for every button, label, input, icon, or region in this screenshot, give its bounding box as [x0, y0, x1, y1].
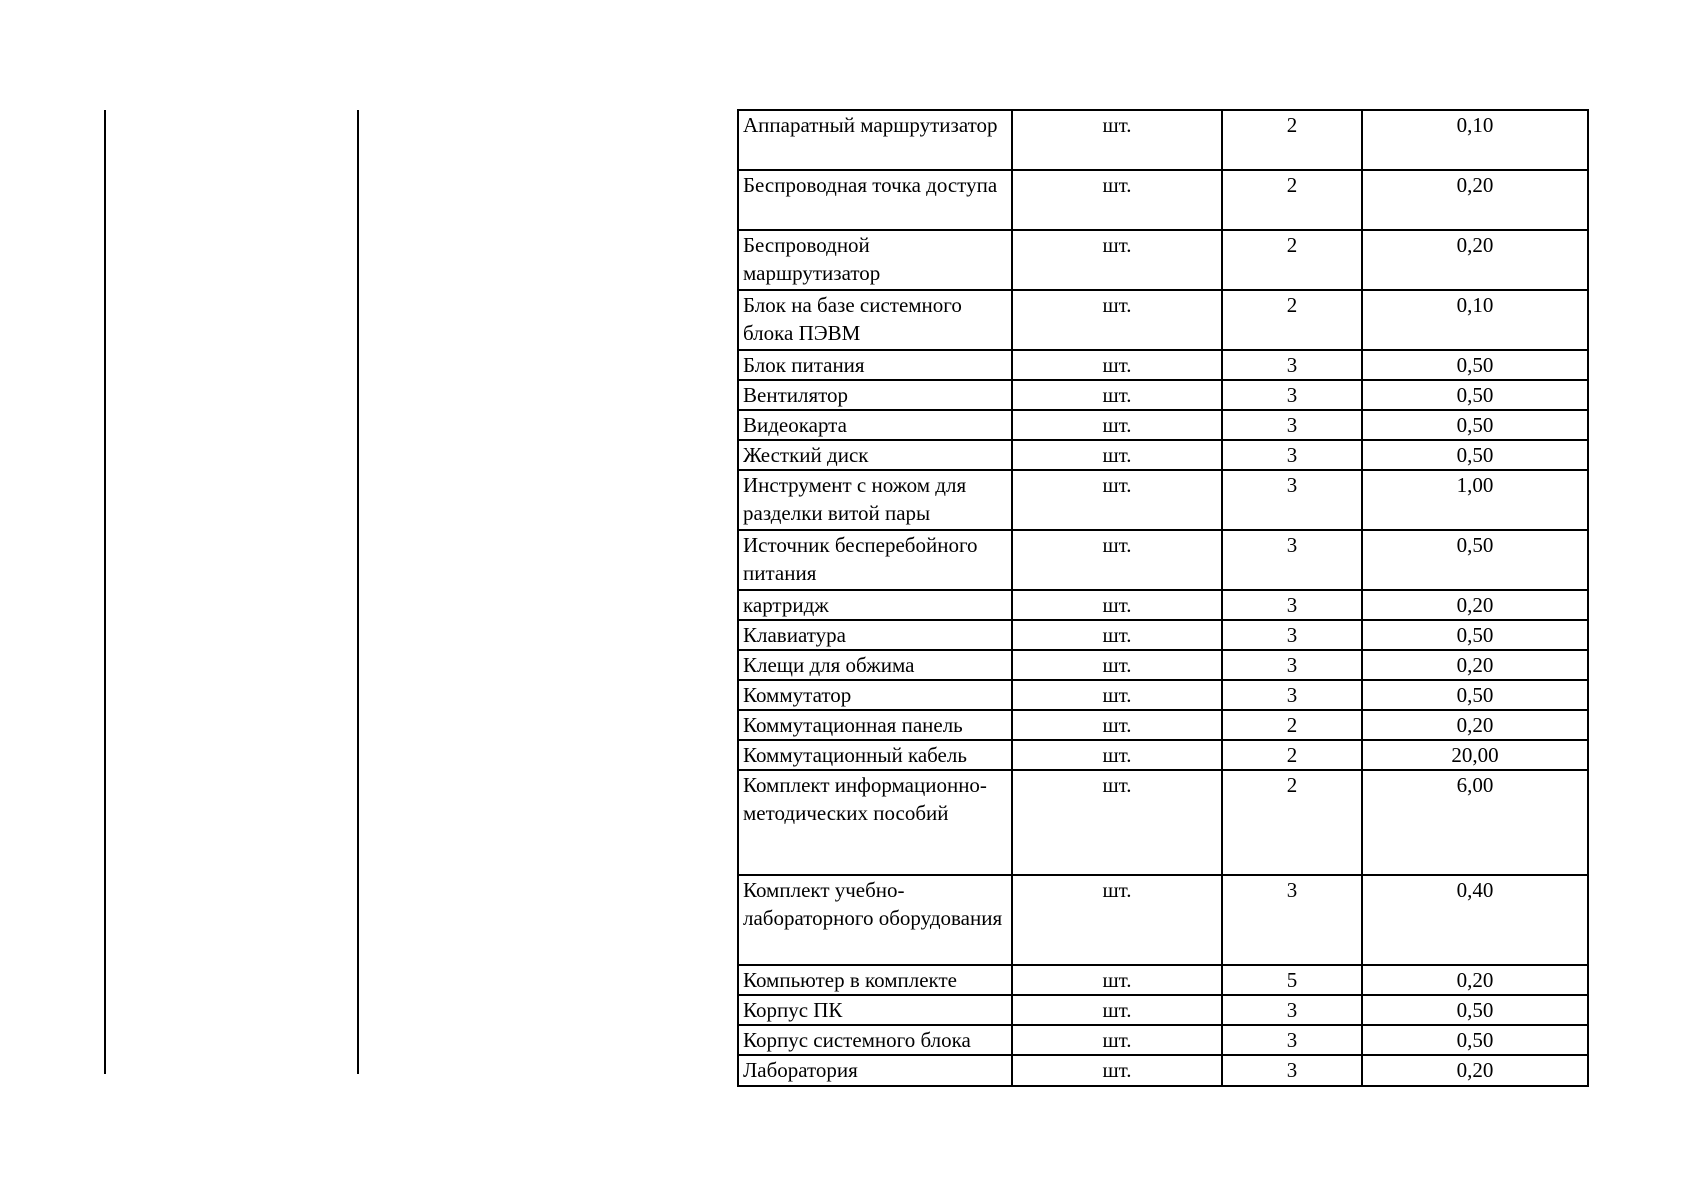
- item-name-cell: Источник бесперебойного питания: [738, 530, 1012, 590]
- norm-cell: 0,50: [1362, 350, 1588, 380]
- table-row: [738, 110, 1588, 170]
- norm-cell: 0,20: [1362, 230, 1588, 290]
- item-name-cell: Корпус системного блока: [738, 1025, 1012, 1055]
- quantity-cell: 2: [1222, 770, 1362, 875]
- unit-cell: шт.: [1012, 740, 1222, 770]
- item-name-cell: картридж: [738, 590, 1012, 620]
- item-name-cell: Комплект информационно-методических пособий: [738, 770, 1012, 875]
- table-row: [738, 770, 1588, 875]
- quantity-cell: 2: [1222, 290, 1362, 350]
- quantity-cell: 3: [1222, 1055, 1362, 1086]
- table-row: [738, 530, 1588, 590]
- norm-cell: 0,50: [1362, 680, 1588, 710]
- table-row: [738, 875, 1588, 965]
- quantity-cell: 2: [1222, 740, 1362, 770]
- norm-cell: 0,50: [1362, 1025, 1588, 1055]
- item-name-cell: Корпус ПК: [738, 995, 1012, 1025]
- item-name-cell: Вентилятор: [738, 380, 1012, 410]
- unit-cell: шт.: [1012, 995, 1222, 1025]
- unit-cell: шт.: [1012, 440, 1222, 470]
- table-row: [738, 230, 1588, 290]
- norm-cell: 0,50: [1362, 410, 1588, 440]
- middle-border-line: [357, 110, 359, 1074]
- norm-cell: 0,20: [1362, 1055, 1588, 1086]
- unit-cell: шт.: [1012, 410, 1222, 440]
- norm-cell: 0,20: [1362, 710, 1588, 740]
- table-row: [738, 710, 1588, 740]
- item-name-cell: Аппаратный маршрутизатор: [738, 110, 1012, 170]
- table-row: [738, 620, 1588, 650]
- norm-cell: 0,20: [1362, 170, 1588, 230]
- equipment-table-body: [738, 110, 1588, 1086]
- unit-cell: шт.: [1012, 770, 1222, 875]
- item-name-cell: Комплект учебно-лабораторного оборудования: [738, 875, 1012, 965]
- unit-cell: шт.: [1012, 680, 1222, 710]
- item-name-cell: Коммутационный кабель: [738, 740, 1012, 770]
- unit-cell: шт.: [1012, 875, 1222, 965]
- table-row: [738, 470, 1588, 530]
- table-row: [738, 410, 1588, 440]
- unit-cell: шт.: [1012, 290, 1222, 350]
- table-row: [738, 380, 1588, 410]
- norm-cell: 0,50: [1362, 995, 1588, 1025]
- item-name-cell: Лаборатория: [738, 1055, 1012, 1086]
- item-name-cell: Беспроводная точка доступа: [738, 170, 1012, 230]
- quantity-cell: 2: [1222, 710, 1362, 740]
- unit-cell: шт.: [1012, 110, 1222, 170]
- quantity-cell: 3: [1222, 620, 1362, 650]
- quantity-cell: 3: [1222, 350, 1362, 380]
- unit-cell: шт.: [1012, 170, 1222, 230]
- unit-cell: шт.: [1012, 590, 1222, 620]
- table-row: [738, 740, 1588, 770]
- unit-cell: шт.: [1012, 650, 1222, 680]
- quantity-cell: 2: [1222, 170, 1362, 230]
- unit-cell: шт.: [1012, 530, 1222, 590]
- table-row: [738, 290, 1588, 350]
- unit-cell: шт.: [1012, 1025, 1222, 1055]
- table-row: [738, 1055, 1588, 1086]
- quantity-cell: 3: [1222, 1025, 1362, 1055]
- equipment-table: [737, 109, 1589, 1087]
- norm-cell: 0,50: [1362, 380, 1588, 410]
- table-row: [738, 170, 1588, 230]
- unit-cell: шт.: [1012, 965, 1222, 995]
- item-name-cell: Беспроводной маршрутизатор: [738, 230, 1012, 290]
- quantity-cell: 3: [1222, 650, 1362, 680]
- quantity-cell: 3: [1222, 680, 1362, 710]
- norm-cell: 0,50: [1362, 620, 1588, 650]
- norm-cell: 1,00: [1362, 470, 1588, 530]
- quantity-cell: 2: [1222, 110, 1362, 170]
- quantity-cell: 3: [1222, 470, 1362, 530]
- quantity-cell: 3: [1222, 380, 1362, 410]
- quantity-cell: 2: [1222, 230, 1362, 290]
- quantity-cell: 3: [1222, 410, 1362, 440]
- norm-cell: 6,00: [1362, 770, 1588, 875]
- item-name-cell: Блок питания: [738, 350, 1012, 380]
- item-name-cell: Жесткий диск: [738, 440, 1012, 470]
- item-name-cell: Компьютер в комплекте: [738, 965, 1012, 995]
- quantity-cell: 3: [1222, 440, 1362, 470]
- item-name-cell: Коммутационная панель: [738, 710, 1012, 740]
- table-row: [738, 965, 1588, 995]
- unit-cell: шт.: [1012, 710, 1222, 740]
- norm-cell: 0,40: [1362, 875, 1588, 965]
- unit-cell: шт.: [1012, 230, 1222, 290]
- table-row: [738, 995, 1588, 1025]
- norm-cell: 0,20: [1362, 590, 1588, 620]
- quantity-cell: 3: [1222, 875, 1362, 965]
- unit-cell: шт.: [1012, 470, 1222, 530]
- item-name-cell: Инструмент с ножом для разделки витой пары: [738, 470, 1012, 530]
- table-row: [738, 650, 1588, 680]
- table-row: [738, 350, 1588, 380]
- item-name-cell: Клещи для обжима: [738, 650, 1012, 680]
- quantity-cell: 5: [1222, 965, 1362, 995]
- unit-cell: шт.: [1012, 350, 1222, 380]
- norm-cell: 0,50: [1362, 440, 1588, 470]
- table-row: [738, 1025, 1588, 1055]
- unit-cell: шт.: [1012, 620, 1222, 650]
- item-name-cell: Коммутатор: [738, 680, 1012, 710]
- norm-cell: 0,20: [1362, 965, 1588, 995]
- norm-cell: 0,10: [1362, 110, 1588, 170]
- quantity-cell: 3: [1222, 590, 1362, 620]
- norm-cell: 0,20: [1362, 650, 1588, 680]
- table-row: [738, 440, 1588, 470]
- norm-cell: 0,50: [1362, 530, 1588, 590]
- left-border-line: [104, 110, 106, 1074]
- table-row: [738, 680, 1588, 710]
- norm-cell: 0,10: [1362, 290, 1588, 350]
- table-row: [738, 590, 1588, 620]
- item-name-cell: Клавиатура: [738, 620, 1012, 650]
- item-name-cell: Видеокарта: [738, 410, 1012, 440]
- norm-cell: 20,00: [1362, 740, 1588, 770]
- item-name-cell: Блок на базе системного блока ПЭВМ: [738, 290, 1012, 350]
- unit-cell: шт.: [1012, 1055, 1222, 1086]
- unit-cell: шт.: [1012, 380, 1222, 410]
- quantity-cell: 3: [1222, 530, 1362, 590]
- quantity-cell: 3: [1222, 995, 1362, 1025]
